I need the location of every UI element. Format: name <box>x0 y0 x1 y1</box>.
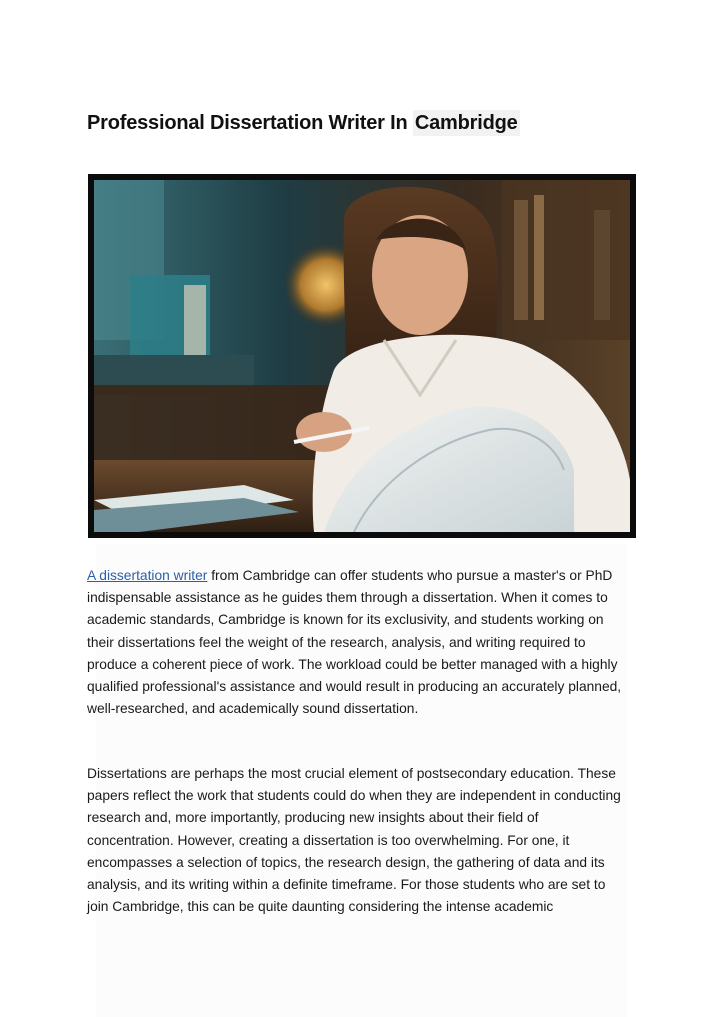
paragraph-importance: Dissertations are perhaps the most crucial element of postsecondary education. These papers reflect the work that students could do when they are independent in conducting research and, more importantly, producing new insights about their field of concentration. However, creating a dissertation is too overwhelming. For one, it encompasses a selection of topics, the research design, the gathering of data and its analysis, and its writing within a definite timeframe. For those students who are set to join Cambridge, this can be quite daunting considering the intense academic <box>87 766 621 915</box>
page-title <box>87 112 520 135</box>
paragraph-intro <box>87 565 627 720</box>
paragraph-intro-text: from Cambridge can offer students who pursue a master's or PhD indispensable assistance as he guides them through a dissertation. When it comes to academic standards, Cambridge is known for its exclusivity, and students working on their dissertations feel the weight of the research, analysis, and writing required to produce a coherent piece of work. The workload could be better managed with a highly qualified professional's assistance and would result in producing an accurately planned, well-researched, and academically sound dissertation. <box>87 568 622 717</box>
hero-image <box>88 174 636 538</box>
page-title-highlight: Cambridge <box>414 112 518 134</box>
page-title-main: Professional Dissertation Writer In <box>87 112 413 134</box>
dissertation-writer-link[interactable]: A dissertation writer <box>87 568 208 583</box>
hero-illustration <box>94 180 630 532</box>
